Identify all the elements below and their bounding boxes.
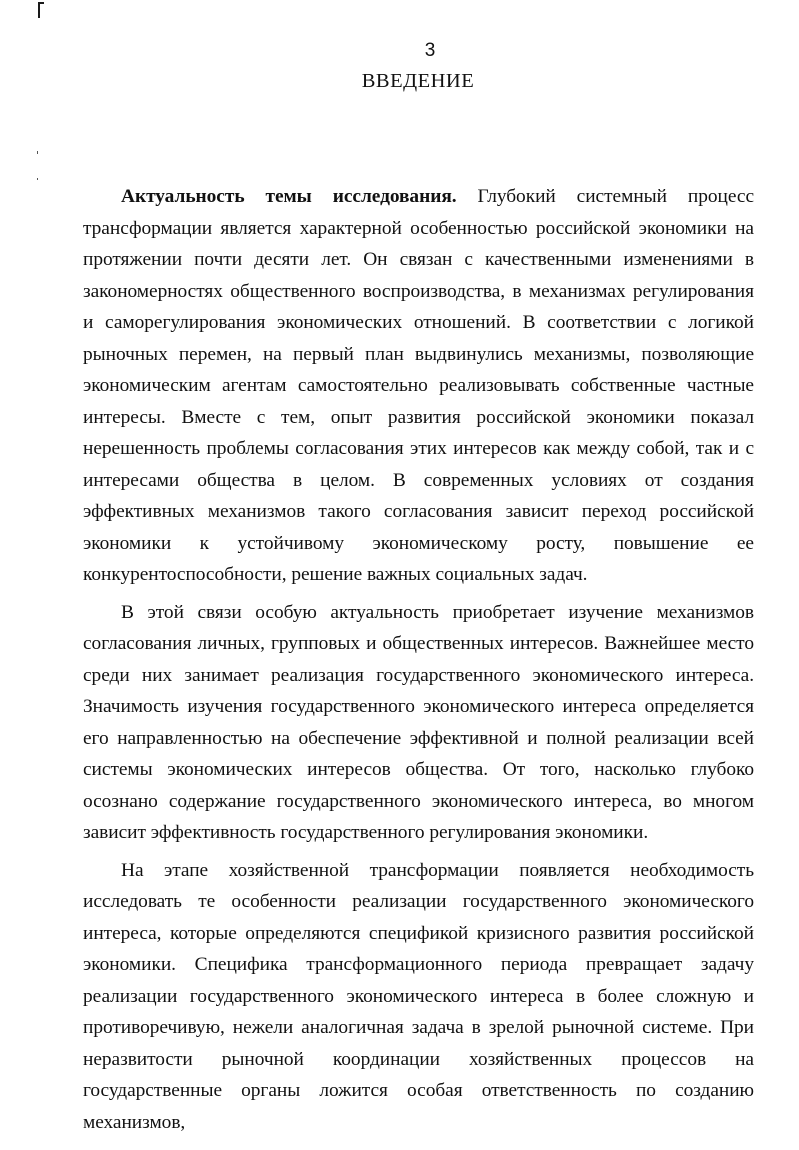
scan-speck [37,151,38,154]
paragraph-relevance [83,181,754,591]
page-title: ВВЕДЕНИЕ [361,70,475,92]
scan-corner-mark [38,2,40,18]
paragraph-transformation [83,855,754,1139]
page-number: 3 [424,40,436,61]
body-text [83,181,754,1138]
paragraph-interests [83,597,754,849]
paragraph-text: На этапе хозяйственной трансформации появляется необходимость исследовать те особенности реализации государственного экономического интереса, которые определяются спецификой кризисного развития российской экономики. Специфика трансформационного периода превращает задачу реализации государственного экономического интереса в более сложную и противоречивую, нежели аналогичная задача в зрелой рыночной системе. При неразвитости рыночной координации хозяйственных процессов на государственные органы ложится особая ответственность по созданию механизмов, [83,859,754,1133]
relevance-heading: Актуальность темы исследования. [121,186,457,207]
scan-speck [37,178,38,180]
paragraph-text: Глубокий системный процесс трансформации является характерной особенностью российской экономики на протяжении почти десяти лет. Он связан с качественными изменениями в закономерностях общественного воспроизводства, в механизмах регулирования и саморегулирования экономических отношений. В соответствии с логикой рыночных перемен, на первый план выдвинулись механизмы, позволяющие экономическим агентам самостоятельно реализовывать собственные частные интересы. Вместе с тем, опыт развития российской экономики показал нерешенность проблемы согласования этих интересов как между собой, так и с интересами общества в целом. В современных условиях от создания эффективных механизмов такого согласования зависит переход российской экономики к устойчивому экономическому росту, повышение ее конкурентоспособности, решение важных социальных задач. [83,186,754,585]
paragraph-text: В этой связи особую актуальность приобретает изучение механизмов согласования личных, групповых и общественных интересов. Важнейшее место среди них занимает реализация государственного экономического интереса. Значимость изучения государственного экономического интереса определяется его направленностью на обеспечение эффективной и полной реализации всей системы экономических интересов общества. От того, насколько глубоко осознано содержание государственного экономического интереса, во многом зависит эффективность государственного регулирования экономики. [83,601,754,843]
